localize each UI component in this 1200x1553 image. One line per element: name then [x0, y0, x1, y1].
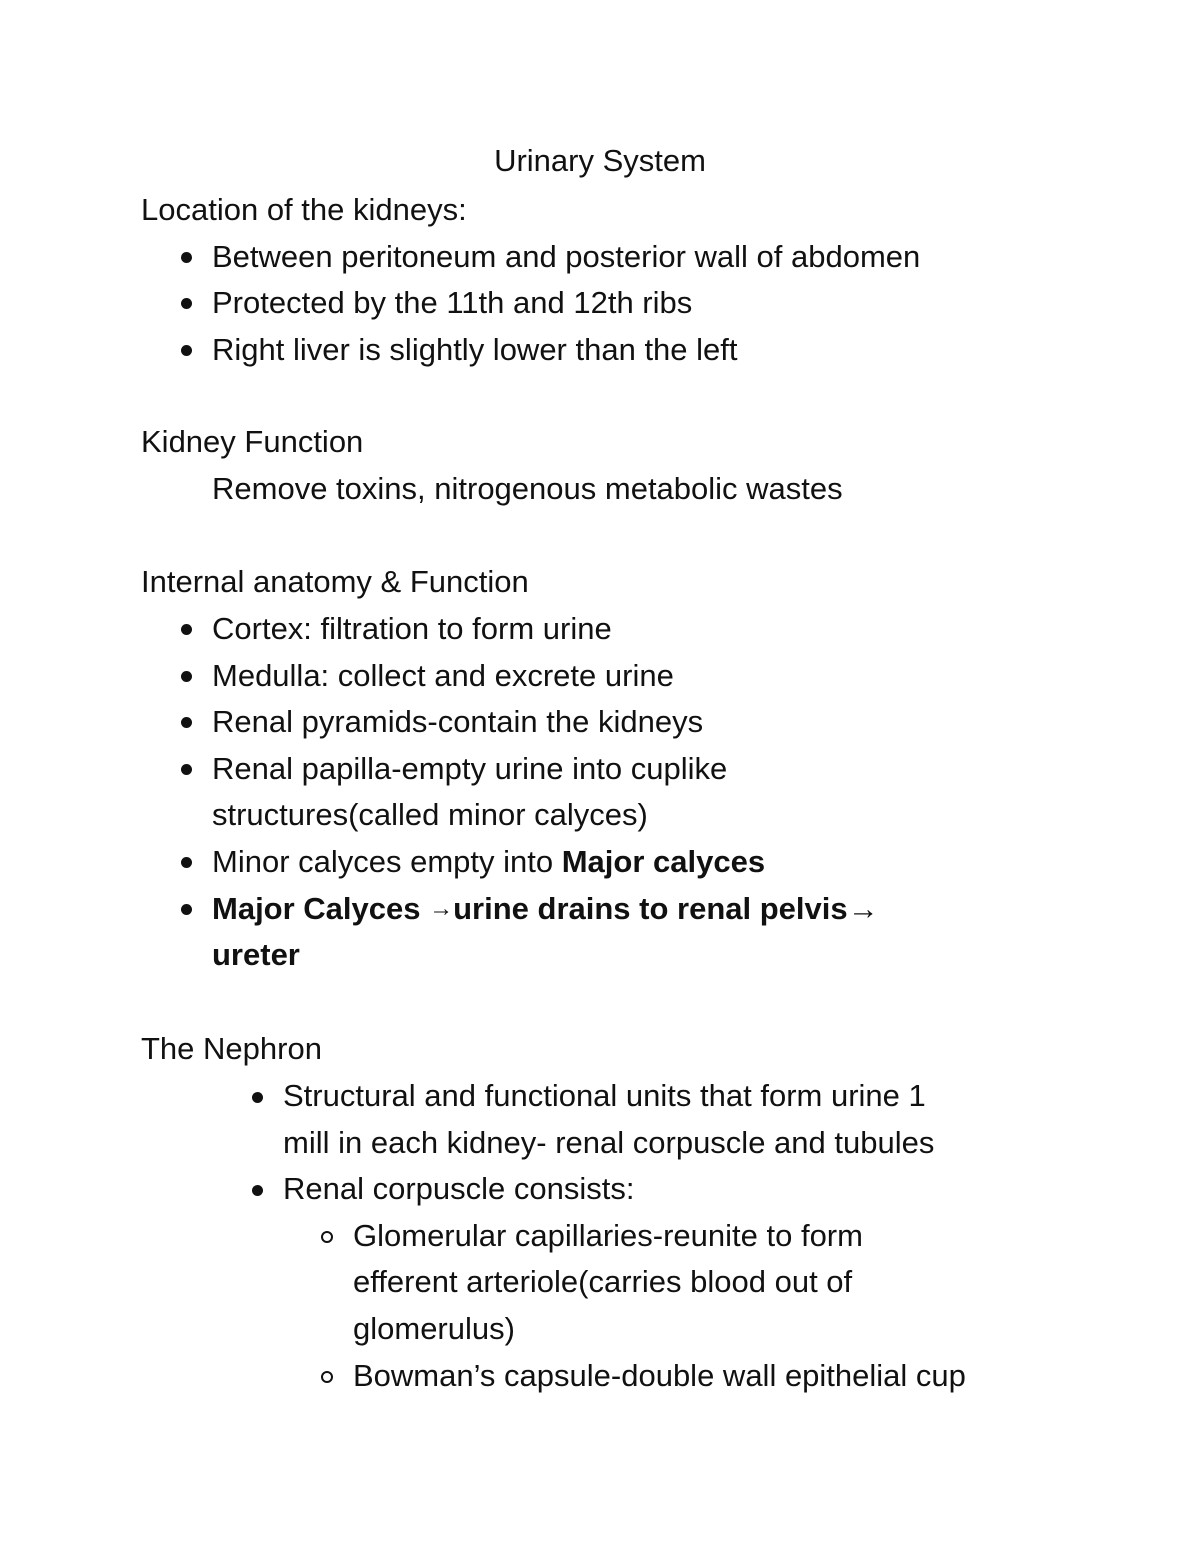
location-item: Protected by the 11th and 12th ribs — [212, 285, 693, 320]
anatomy-item — [212, 891, 879, 927]
anatomy-item-bold: urine drains to renal pelvis — [453, 891, 848, 926]
bullet-icon — [181, 252, 192, 263]
bullet-icon — [181, 857, 192, 868]
anatomy-item — [212, 844, 765, 880]
location-item: Right liver is slightly lower than the left — [212, 332, 738, 367]
bullet-icon — [181, 298, 192, 309]
bullet-icon — [181, 345, 192, 356]
nephron-item: Structural and functional units that form urine 1 — [283, 1078, 926, 1113]
function-heading: Kidney Function — [141, 424, 364, 459]
arrow-right-icon: → — [429, 895, 454, 922]
anatomy-item: Renal papilla-empty urine into cuplike — [212, 751, 728, 786]
arrow-right-icon: → — [847, 891, 879, 926]
nephron-subitem: Glomerular capillaries-reunite to form — [353, 1218, 863, 1253]
page-title: Urinary System — [494, 143, 706, 178]
anatomy-item-continuation: ureter — [212, 937, 300, 972]
anatomy-item: Cortex: filtration to form urine — [212, 611, 612, 646]
nephron-item-continuation: mill in each kidney- renal corpuscle and tubules — [283, 1125, 935, 1160]
location-heading: Location of the kidneys: — [141, 192, 467, 227]
anatomy-item: Renal pyramids-contain the kidneys — [212, 704, 704, 739]
anatomy-item-continuation: structures(called minor calyces) — [212, 797, 648, 832]
bullet-icon — [181, 904, 192, 915]
location-item: Between peritoneum and posterior wall of abdomen — [212, 239, 921, 274]
bullet-icon — [181, 717, 192, 728]
anatomy-item-bold: Major calyces — [561, 844, 766, 879]
nephron-subitem-continuation: glomerulus) — [353, 1311, 515, 1346]
anatomy-heading: Internal anatomy & Function — [141, 564, 529, 599]
nephron-item: Renal corpuscle consists: — [283, 1171, 635, 1206]
anatomy-item: Medulla: collect and excrete urine — [212, 658, 674, 693]
nephron-subitem: Bowman’s capsule-double wall epithelial cup — [353, 1358, 966, 1393]
function-text: Remove toxins, nitrogenous metabolic wastes — [212, 471, 843, 506]
bullet-icon — [252, 1092, 263, 1103]
hollow-bullet-icon — [321, 1231, 333, 1243]
bullet-icon — [181, 671, 192, 682]
bullet-icon — [181, 624, 192, 635]
anatomy-item-text: Minor calyces empty into — [212, 844, 562, 879]
nephron-heading: The Nephron — [141, 1031, 322, 1066]
hollow-bullet-icon — [321, 1371, 333, 1383]
anatomy-item-bold: Major Calyces — [212, 891, 430, 926]
nephron-subitem-continuation: efferent arteriole(carries blood out of — [353, 1264, 853, 1299]
bullet-icon — [181, 764, 192, 775]
bullet-icon — [252, 1185, 263, 1196]
